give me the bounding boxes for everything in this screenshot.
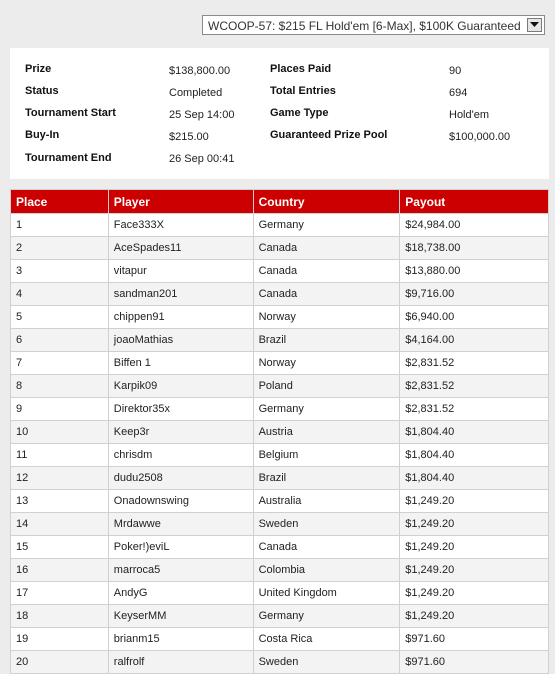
table-row[interactable]	[11, 306, 549, 329]
place-cell: 5	[11, 306, 109, 329]
payout-cell: $24,984.00	[400, 214, 549, 237]
player-cell: ralfrolf	[108, 651, 253, 674]
place-cell: 3	[11, 260, 109, 283]
tournament-select-value: WCOOP-57: $215 FL Hold'em [6-Max], $100K Guaranteed	[208, 19, 521, 33]
payout-cell: $9,716.00	[400, 283, 549, 306]
places-paid-label: Places Paid	[270, 63, 332, 75]
country-cell: Germany	[253, 214, 400, 237]
status-value: Completed	[169, 87, 223, 99]
payout-cell: $13,880.00	[400, 260, 549, 283]
player-cell: Face333X	[108, 214, 253, 237]
payout-cell: $1,249.20	[400, 536, 549, 559]
buy-in-label: Buy-In	[25, 129, 60, 141]
player-cell: KeyserMM	[108, 605, 253, 628]
payout-cell: $971.60	[400, 651, 549, 674]
place-cell: 16	[11, 559, 109, 582]
payout-cell: $2,831.52	[400, 352, 549, 375]
player-cell: AceSpades11	[108, 237, 253, 260]
column-header-country[interactable]: Country	[253, 190, 400, 214]
country-cell: Poland	[253, 375, 400, 398]
prize-value: $138,800.00	[169, 65, 231, 77]
country-cell: Brazil	[253, 329, 400, 352]
tournament-select[interactable]	[202, 15, 545, 35]
player-cell: Mrdawwe	[108, 513, 253, 536]
game-type-value: Hold'em	[449, 109, 490, 121]
payout-cell: $1,249.20	[400, 559, 549, 582]
table-row[interactable]	[11, 283, 549, 306]
results-header-row	[11, 190, 549, 214]
place-cell: 1	[11, 214, 109, 237]
player-cell: Keep3r	[108, 421, 253, 444]
player-cell: brianm15	[108, 628, 253, 651]
player-cell: chrisdm	[108, 444, 253, 467]
table-row[interactable]	[11, 352, 549, 375]
game-type-label: Game Type	[270, 107, 329, 119]
results-table	[10, 189, 549, 674]
table-row[interactable]	[11, 605, 549, 628]
player-cell: Onadownswing	[108, 490, 253, 513]
place-cell: 13	[11, 490, 109, 513]
country-cell: Costa Rica	[253, 628, 400, 651]
payout-cell: $1,804.40	[400, 421, 549, 444]
player-cell: Karpik09	[108, 375, 253, 398]
country-cell: Austria	[253, 421, 400, 444]
tournament-end-value: 26 Sep 00:41	[169, 153, 235, 165]
country-cell: Germany	[253, 398, 400, 421]
places-paid-value: 90	[449, 65, 462, 77]
country-cell: Brazil	[253, 467, 400, 490]
table-row[interactable]	[11, 628, 549, 651]
total-entries-label: Total Entries	[270, 85, 336, 97]
country-cell: Australia	[253, 490, 400, 513]
country-cell: Germany	[253, 605, 400, 628]
place-cell: 10	[11, 421, 109, 444]
player-cell: chippen91	[108, 306, 253, 329]
payout-cell: $6,940.00	[400, 306, 549, 329]
player-cell: marroca5	[108, 559, 253, 582]
country-cell: Canada	[253, 260, 400, 283]
country-cell: Canada	[253, 283, 400, 306]
place-cell: 6	[11, 329, 109, 352]
payout-cell: $18,738.00	[400, 237, 549, 260]
table-row[interactable]	[11, 421, 549, 444]
place-cell: 18	[11, 605, 109, 628]
guaranteed-prize-pool-label: Guaranteed Prize Pool	[270, 129, 388, 141]
column-header-place[interactable]: Place	[11, 190, 109, 214]
place-cell: 19	[11, 628, 109, 651]
player-cell: Biffen 1	[108, 352, 253, 375]
payout-cell: $2,831.52	[400, 375, 549, 398]
country-cell: Sweden	[253, 513, 400, 536]
place-cell: 7	[11, 352, 109, 375]
results-body	[11, 214, 549, 674]
column-header-player[interactable]: Player	[108, 190, 253, 214]
place-cell: 20	[11, 651, 109, 674]
player-cell: Direktor35x	[108, 398, 253, 421]
place-cell: 15	[11, 536, 109, 559]
table-row[interactable]	[11, 329, 549, 352]
tournament-end-label: Tournament End	[25, 152, 112, 164]
player-cell: Poker!)eviL	[108, 536, 253, 559]
payout-cell: $1,249.20	[400, 605, 549, 628]
player-cell: AndyG	[108, 582, 253, 605]
place-cell: 9	[11, 398, 109, 421]
table-row[interactable]	[11, 237, 549, 260]
table-row[interactable]	[11, 582, 549, 605]
table-row[interactable]	[11, 490, 549, 513]
tournament-info-panel	[10, 48, 549, 179]
tournament-start-label: Tournament Start	[25, 107, 116, 119]
country-cell: Norway	[253, 352, 400, 375]
payout-cell: $1,804.40	[400, 444, 549, 467]
table-row[interactable]	[11, 536, 549, 559]
place-cell: 12	[11, 467, 109, 490]
payout-cell: $1,804.40	[400, 467, 549, 490]
payout-cell: $1,249.20	[400, 490, 549, 513]
dropdown-arrow-button[interactable]	[527, 18, 542, 32]
country-cell: Belgium	[253, 444, 400, 467]
table-row[interactable]	[11, 513, 549, 536]
table-row[interactable]	[11, 444, 549, 467]
table-row[interactable]	[11, 260, 549, 283]
player-cell: vitapur	[108, 260, 253, 283]
chevron-down-icon	[530, 22, 539, 28]
table-row[interactable]	[11, 467, 549, 490]
payout-cell: $2,831.52	[400, 398, 549, 421]
table-row[interactable]	[11, 651, 549, 674]
country-cell: Colombia	[253, 559, 400, 582]
payout-cell: $971.60	[400, 628, 549, 651]
place-cell: 11	[11, 444, 109, 467]
payout-cell: $4,164.00	[400, 329, 549, 352]
place-cell: 17	[11, 582, 109, 605]
country-cell: Sweden	[253, 651, 400, 674]
country-cell: Norway	[253, 306, 400, 329]
table-row[interactable]	[11, 214, 549, 237]
place-cell: 4	[11, 283, 109, 306]
place-cell: 2	[11, 237, 109, 260]
table-row[interactable]	[11, 375, 549, 398]
status-label: Status	[25, 85, 59, 97]
payout-cell: $1,249.20	[400, 513, 549, 536]
place-cell: 8	[11, 375, 109, 398]
column-header-payout[interactable]: Payout	[400, 190, 549, 214]
player-cell: sandman201	[108, 283, 253, 306]
country-cell: United Kingdom	[253, 582, 400, 605]
prize-label: Prize	[25, 63, 52, 75]
guaranteed-prize-pool-value: $100,000.00	[449, 131, 511, 143]
table-row[interactable]	[11, 559, 549, 582]
total-entries-value: 694	[449, 87, 468, 99]
country-cell: Canada	[253, 536, 400, 559]
table-row[interactable]	[11, 398, 549, 421]
country-cell: Canada	[253, 237, 400, 260]
place-cell: 14	[11, 513, 109, 536]
tournament-start-value: 25 Sep 14:00	[169, 109, 235, 121]
player-cell: joaoMathias	[108, 329, 253, 352]
player-cell: dudu2508	[108, 467, 253, 490]
buy-in-value: $215.00	[169, 131, 209, 143]
payout-cell: $1,249.20	[400, 582, 549, 605]
